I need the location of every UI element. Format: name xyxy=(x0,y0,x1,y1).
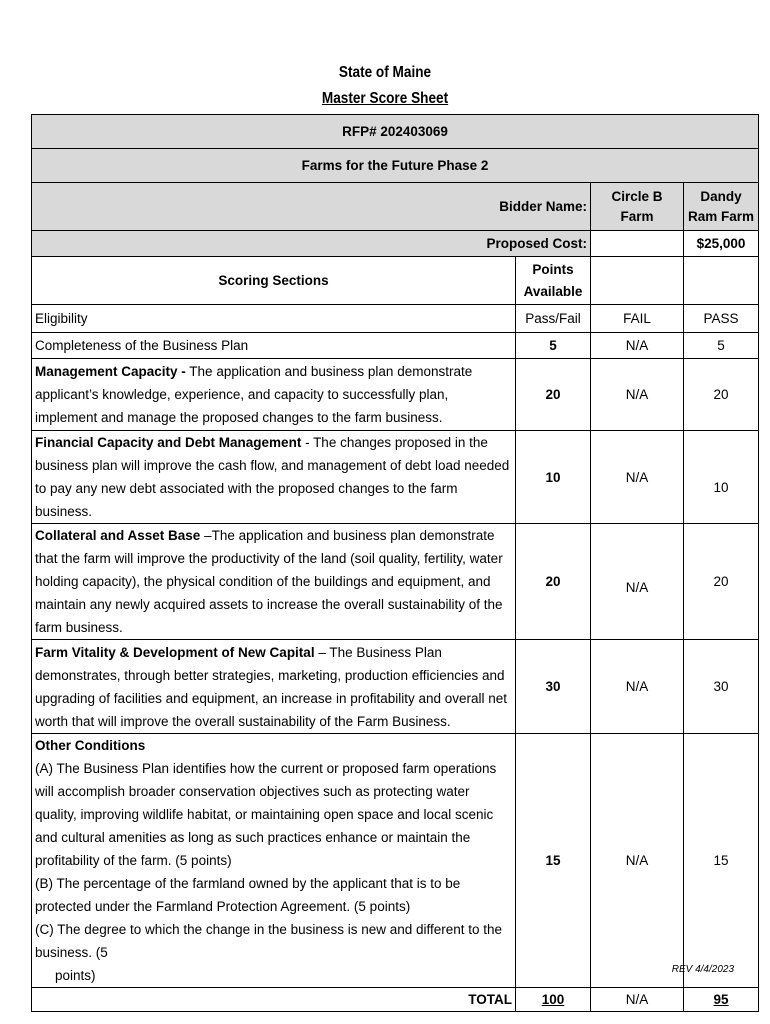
row-description xyxy=(32,640,516,734)
row-points: 5 xyxy=(516,333,591,359)
table-row xyxy=(32,305,759,333)
row-description xyxy=(32,524,516,640)
row-text: Completeness of the Business Plan xyxy=(32,333,516,359)
empty-cell xyxy=(591,257,684,305)
row-description xyxy=(32,359,516,431)
table-row xyxy=(32,524,759,640)
condition-c xyxy=(35,918,512,987)
empty-cell xyxy=(684,257,759,305)
bidder-2-name: Dandy Ram Farm xyxy=(684,183,759,231)
table-row xyxy=(32,640,759,734)
row-bidder-1-score: N/A xyxy=(591,333,684,359)
total-bidder-2: 95 xyxy=(684,988,759,1012)
score-table xyxy=(31,114,759,1012)
row-description xyxy=(32,734,516,988)
row-bidder-1-score: N/A xyxy=(591,359,684,431)
total-bidder-1: N/A xyxy=(591,988,684,1012)
bidder-1-cost xyxy=(591,231,684,257)
total-label: TOTAL xyxy=(32,988,516,1012)
row-bidder-1-score: N/A xyxy=(591,524,684,640)
row-bidder-1-score: N/A xyxy=(591,734,684,988)
row-text: - The changes proposed in the business plan will improve the cash flow, and management of debt load needed to pay any new debt associated with the proposed changes to the farm business. xyxy=(35,435,510,519)
row-text: – The Business Plan demonstrates, through better strategies, marketing, production efficiencies and upgrading of facilities and equipment, an increase in profitability and overall net worth that will improve the overall sustainability of the Farm Business. xyxy=(35,644,508,729)
row-title: Farm Vitality & Development of New Capital xyxy=(35,644,315,660)
row-bidder-1-score: FAIL xyxy=(591,305,684,333)
row-title: Other Conditions xyxy=(35,738,146,753)
row-bidder-2-score: 5 xyxy=(684,333,759,359)
row-bidder-2-score: 20 xyxy=(684,524,759,640)
total-row xyxy=(32,988,759,1012)
row-text: Eligibility xyxy=(32,305,516,333)
row-bidder-2-score: 15 xyxy=(684,734,759,988)
row-bidder-2-score: 20 xyxy=(684,359,759,431)
table-row-other-conditions xyxy=(32,734,759,988)
row-points: 30 xyxy=(516,640,591,734)
row-bidder-2-score: PASS xyxy=(684,305,759,333)
row-title: Financial Capacity and Debt Management xyxy=(35,435,302,450)
row-title: Management Capacity - xyxy=(35,364,186,379)
row-points: 15 xyxy=(516,734,591,988)
scoring-sections-header: Scoring Sections xyxy=(32,257,516,305)
row-points: Pass/Fail xyxy=(516,305,591,333)
bidder-name-label: Bidder Name: xyxy=(32,183,591,231)
bidder-1-name: Circle B Farm xyxy=(591,183,684,231)
condition-b: (B) The percentage of the farmland owned by the applicant that is to be protected under the Farmland Protection Agreement. (5 points) xyxy=(35,876,461,914)
row-text: The application and business plan demonstrate applicant’s knowledge, experience, and capacity to successfully plan, implement and manage the proposed changes to the farm business. xyxy=(35,364,473,425)
row-points: 10 xyxy=(516,431,591,524)
table-row xyxy=(32,359,759,431)
row-bidder-2-score: 30 xyxy=(684,640,759,734)
table-row xyxy=(32,333,759,359)
condition-c-continued: points) xyxy=(55,968,96,983)
row-title: Collateral and Asset Base xyxy=(35,528,201,543)
row-bidder-1-score: N/A xyxy=(591,640,684,734)
revision-date: REV 4/4/2023 xyxy=(671,964,734,975)
points-available-header: Points Available xyxy=(516,257,591,305)
condition-a: (A) The Business Plan identifies how the current or proposed farm operations will accomplish broader conservation objectives such as protecting water quality, improving wildlife habitat, or maintaining open space and local scenic and cultural amenities as long as such practices enhance or maintain the profitability of the farm. (5 points) xyxy=(35,761,497,868)
row-description xyxy=(32,431,516,524)
program-name: Farms for the Future Phase 2 xyxy=(32,149,759,183)
row-bidder-2-score: 10 xyxy=(684,431,759,524)
row-text: –The application and business plan demonstrate that the farm will improve the productivity of the land (soil quality, fertility, water holding capacity), the physical condition of the buildings and equipment, and maintain any newly acquired assets to increase the overall sustainability of the farm business. xyxy=(35,528,503,635)
row-points: 20 xyxy=(516,524,591,640)
total-points: 100 xyxy=(516,988,591,1012)
row-points: 20 xyxy=(516,359,591,431)
bidder-2-cost: $25,000 xyxy=(684,231,759,257)
rfp-number: RFP# 202403069 xyxy=(32,115,759,149)
proposed-cost-label: Proposed Cost: xyxy=(32,231,591,257)
table-row xyxy=(32,431,759,524)
condition-c-text: (C) The degree to which the change in the business is new and different to the business. (5 xyxy=(35,922,503,960)
document-subtitle: Master Score Sheet xyxy=(321,90,449,107)
document-title: State of Maine xyxy=(338,64,432,81)
row-bidder-1-score: N/A xyxy=(591,431,684,524)
